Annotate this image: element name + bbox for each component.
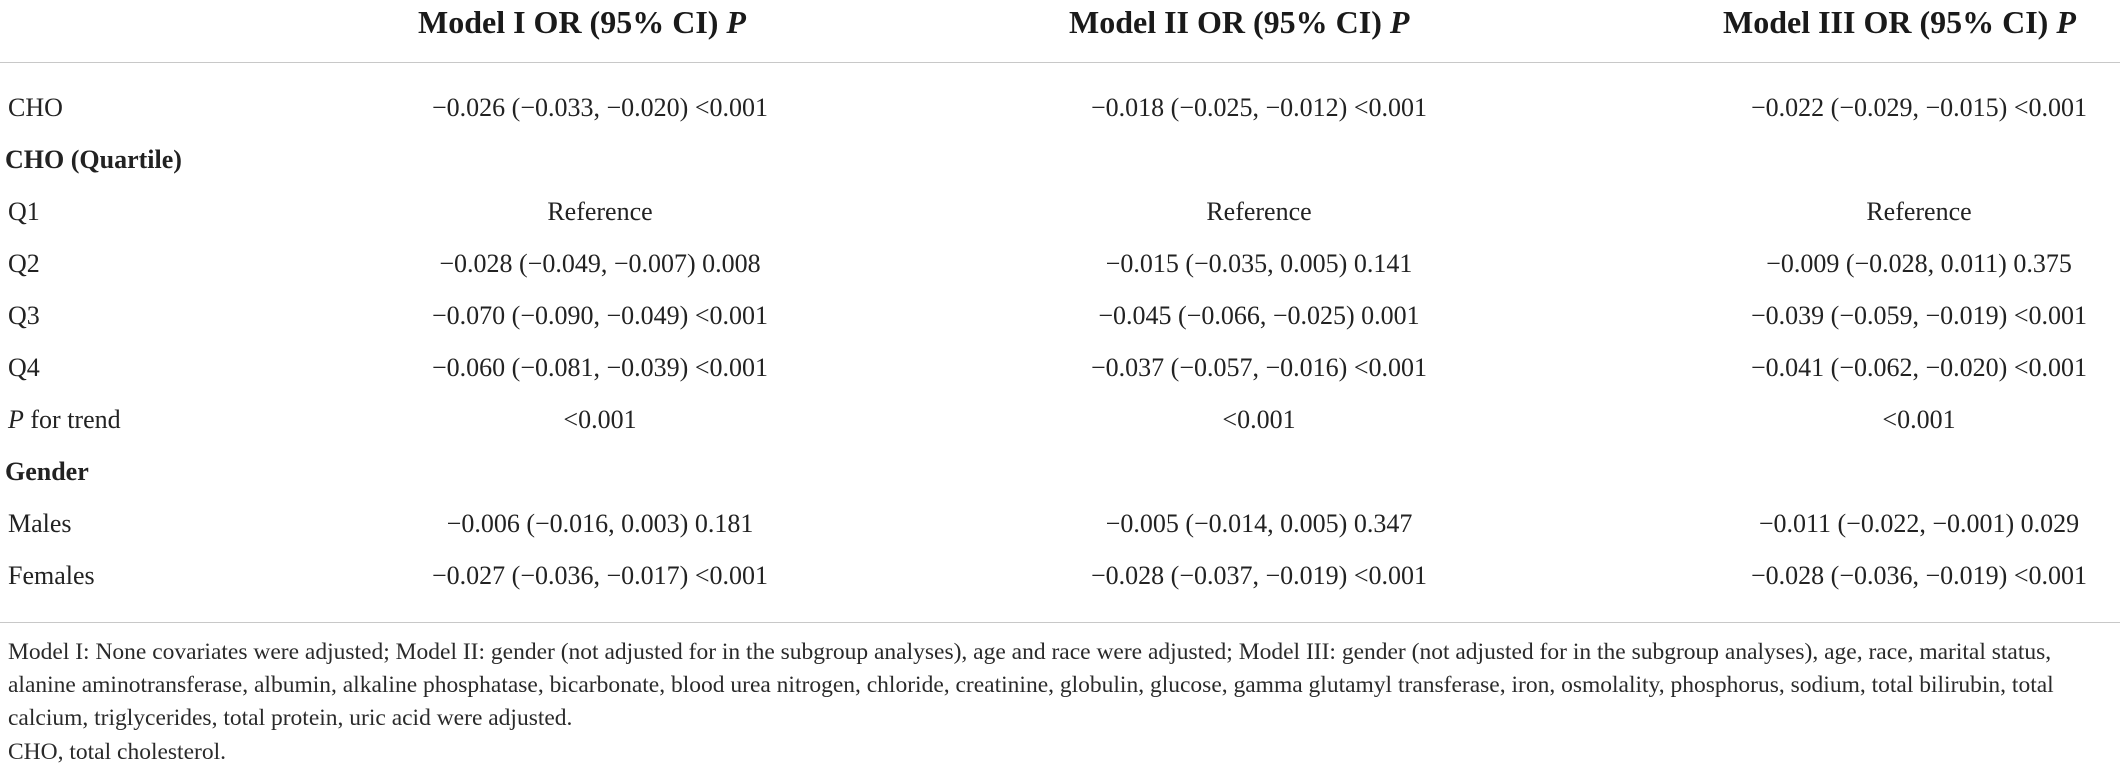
table-row-females <box>0 550 2120 602</box>
row-label-rest: for trend <box>23 405 121 434</box>
cell-model-2: −0.028 (−0.037, −0.019) <0.001 <box>1091 561 1427 590</box>
row-label: Q3 <box>8 301 40 330</box>
cell-model-2: −0.015 (−0.035, 0.005) 0.141 <box>1105 249 1413 278</box>
cell-model-1: −0.028 (−0.049, −0.007) 0.008 <box>439 249 761 278</box>
header-model-3 <box>1723 0 2076 44</box>
row-label: Q2 <box>8 249 40 278</box>
header-model-1 <box>418 0 746 44</box>
row-label-p: P <box>8 405 24 434</box>
cell-model-2: <0.001 <box>1222 405 1296 434</box>
cell-model-2: −0.045 (−0.066, −0.025) 0.001 <box>1098 301 1420 330</box>
row-label: Q1 <box>8 197 40 226</box>
table-group-cho-quartile <box>0 134 2120 186</box>
row-label: Males <box>8 509 72 538</box>
header-model-3-p: P <box>2056 4 2076 40</box>
footnote-abbreviation: CHO, total cholesterol. <box>8 739 226 765</box>
table-row-q3 <box>0 290 2120 342</box>
table-bottom-divider <box>0 622 2120 623</box>
cell-model-1: Reference <box>547 197 653 226</box>
table-header <box>0 0 2120 62</box>
table-row-q2 <box>0 238 2120 290</box>
cell-model-1: −0.027 (−0.036, −0.017) <0.001 <box>432 561 768 590</box>
table-row-cho <box>0 82 2120 134</box>
header-divider <box>0 62 2120 63</box>
row-label: Females <box>8 561 95 590</box>
header-model-2-text: Model II OR (95% CI) <box>1069 4 1390 40</box>
cell-model-2: −0.005 (−0.014, 0.005) 0.347 <box>1105 509 1413 538</box>
cell-model-3: −0.022 (−0.029, −0.015) <0.001 <box>1751 93 2087 122</box>
table-group-gender <box>0 446 2120 498</box>
header-model-2 <box>1069 0 1409 44</box>
cell-model-3: Reference <box>1866 197 1972 226</box>
cell-model-2: −0.018 (−0.025, −0.012) <0.001 <box>1091 93 1427 122</box>
header-model-1-text: Model I OR (95% CI) <box>418 4 727 40</box>
table-row-q4 <box>0 342 2120 394</box>
row-label: CHO <box>8 93 63 122</box>
row-label: Q4 <box>8 353 40 382</box>
cell-model-3: <0.001 <box>1882 405 1956 434</box>
row-label <box>8 394 121 446</box>
cell-model-1: <0.001 <box>563 405 637 434</box>
cell-model-3: −0.009 (−0.028, 0.011) 0.375 <box>1766 249 2072 278</box>
header-model-2-p: P <box>1389 4 1410 40</box>
table-row-p-for-trend <box>0 394 2120 446</box>
cell-model-3: −0.039 (−0.059, −0.019) <0.001 <box>1751 301 2087 330</box>
cell-model-3: −0.011 (−0.022, −0.001) 0.029 <box>1758 509 2080 538</box>
header-model-3-text: Model III OR (95% CI) <box>1723 4 2057 40</box>
header-model-1-p: P <box>726 4 746 40</box>
cell-model-3: −0.028 (−0.036, −0.019) <0.001 <box>1751 561 2087 590</box>
cell-model-2: Reference <box>1206 197 1312 226</box>
cell-model-1: −0.060 (−0.081, −0.039) <0.001 <box>432 353 768 382</box>
cell-model-3: −0.041 (−0.062, −0.020) <0.001 <box>1751 353 2087 382</box>
group-label: CHO (Quartile) <box>5 145 182 174</box>
table-row-males <box>0 498 2120 550</box>
cell-model-1: −0.006 (−0.016, 0.003) 0.181 <box>446 509 754 538</box>
cell-model-2: −0.037 (−0.057, −0.016) <0.001 <box>1091 353 1427 382</box>
table-row-q1 <box>0 186 2120 238</box>
footnote-models: Model I: None covariates were adjusted; Model II: gender (not adjusted for in the subgroup analyses), age and race were adjusted; Model III: gender (not adjusted for in the subgroup analyses), age, race, marital status, alanine aminotransferase, albumin, alkaline phosphatase, bicarbonate, blood urea nitrogen, chloride, creatinine, globulin, glucose, gamma glutamyl transferase, iron, osmolality, phosphorus, sodium, total bilirubin, total calcium, triglycerides, total protein, uric acid were adjusted. <box>8 639 2054 731</box>
cell-model-1: −0.070 (−0.090, −0.049) <0.001 <box>432 301 768 330</box>
cell-model-1: −0.026 (−0.033, −0.020) <0.001 <box>432 93 768 122</box>
group-label: Gender <box>5 457 89 486</box>
